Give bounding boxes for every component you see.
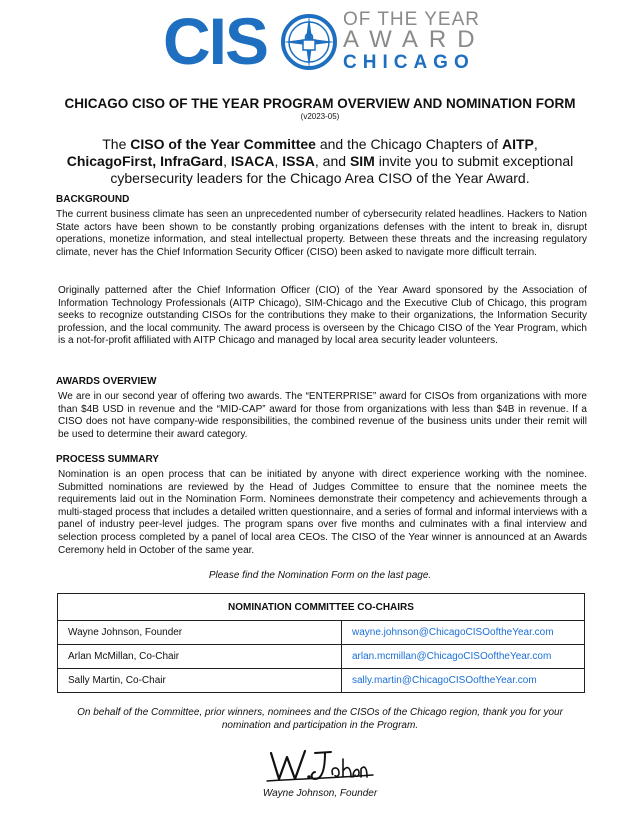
- cochair-name: Wayne Johnson, Founder: [58, 621, 342, 645]
- logo-award: AWARD: [343, 26, 486, 53]
- document-version: (v2023-05): [300, 112, 340, 121]
- logo-of-the-year: OF THE YEAR: [343, 9, 480, 30]
- table-row: [58, 669, 585, 693]
- cochair-email-link[interactable]: wayne.johnson@ChicagoCISOoftheYear.com: [342, 621, 585, 645]
- table-row: [58, 645, 585, 669]
- cochairs-table: [57, 593, 585, 693]
- awards-paragraph: We are in our second year of offering two awards. The “ENTERPRISE” award for CISOs from organizations with more than $4B USD in revenue and the “MID-CAP” award for those from organizations with less than $4B in revenue. If a CISO does not have company-wide responsibilities, the combined revenue of the business units under their remit will be used to determine their award category.: [58, 391, 587, 440]
- document-title: CHICAGO CISO OF THE YEAR PROGRAM OVERVIEW AND NOMINATION FORM: [64, 96, 576, 111]
- cochairs-table-heading: NOMINATION COMMITTEE CO-CHAIRS: [58, 594, 585, 621]
- closing-statement: On behalf of the Committee, prior winners, nominees and the CISOs of the Chicago region, thank you for your nomination and participation in the Program.: [77, 707, 563, 731]
- ciso-award-logo: [163, 4, 486, 78]
- cochair-email-link[interactable]: sally.martin@ChicagoCISOoftheYear.com: [342, 669, 585, 693]
- compass-lock-icon: [281, 14, 337, 70]
- background-heading: BACKGROUND: [56, 194, 130, 205]
- nomination-form-note: Please find the Nomination Form on the last page.: [208, 570, 432, 581]
- cochair-name: Sally Martin, Co-Chair: [58, 669, 342, 693]
- cochair-email-link[interactable]: arlan.mcmillan@ChicagoCISOoftheYear.com: [342, 645, 585, 669]
- cochair-name: Arlan McMillan, Co-Chair: [58, 645, 342, 669]
- signature: [265, 745, 375, 785]
- process-paragraph: Nomination is an open process that can be initiated by anyone with direct experience working with the nominee. Submitted nominations are reviewed by the Head of Judges Committee to ensure that the nominee meets the requirements laid out in the Nomination Form. Nominees demonstrate their competency and achievements through a multi-staged process that includes a detailed written questionnaire, and a series of formal and informal interviews with a panel of industry peer-level judges. The program spans over five months and culminates with a final interview and selection process completed by a panel of local area CEOs. The CISO of the Year winner is announced at an Awards Ceremony held in October of the same year.: [58, 469, 587, 556]
- table-row: [58, 621, 585, 645]
- signer-name: Wayne Johnson, Founder: [262, 788, 378, 799]
- process-heading: PROCESS SUMMARY: [56, 454, 159, 465]
- invitation-text: The CISO of the Year Committee and the Chicago Chapters of AITP, ChicagoFirst, InfraGard, ISACA, ISSA, and SIM invite you to submit exceptional cybersecurity leaders for the Chicago Area CISO of the Year Award.: [66, 136, 574, 186]
- logo-cis-text: CIS: [163, 4, 268, 78]
- logo-chicago: CHICAGO: [343, 52, 475, 73]
- background-paragraph-1: The current business climate has seen an unprecedented number of cybersecurity related headlines. Hackers to Nation State actors have been shown to be constantly probing organizations defenses with the intent to break in, disrupt operations, monetize information, and steal intellectual property. Between these threats and the increasing regulatory climate, never has the Chief Information Security Officer (CISO) been asked to navigate more difficult terrain.: [56, 209, 587, 258]
- awards-heading: AWARDS OVERVIEW: [56, 376, 157, 387]
- background-paragraph-2: Originally patterned after the Chief Information Officer (CIO) of the Year Award sponsored by the Association of Information Technology Professionals (AITP Chicago), SIM-Chicago and the Executive Club of Chicago, this program seeks to recognize outstanding CISOs for the contributions they make to their organizations, the Information Security profession, and the local community. The award process is overseen by the Chicago CISO of the Year Program, which is a not-for-profit affiliated with AITP Chicago and managed by local area security leader volunteers.: [58, 285, 587, 347]
